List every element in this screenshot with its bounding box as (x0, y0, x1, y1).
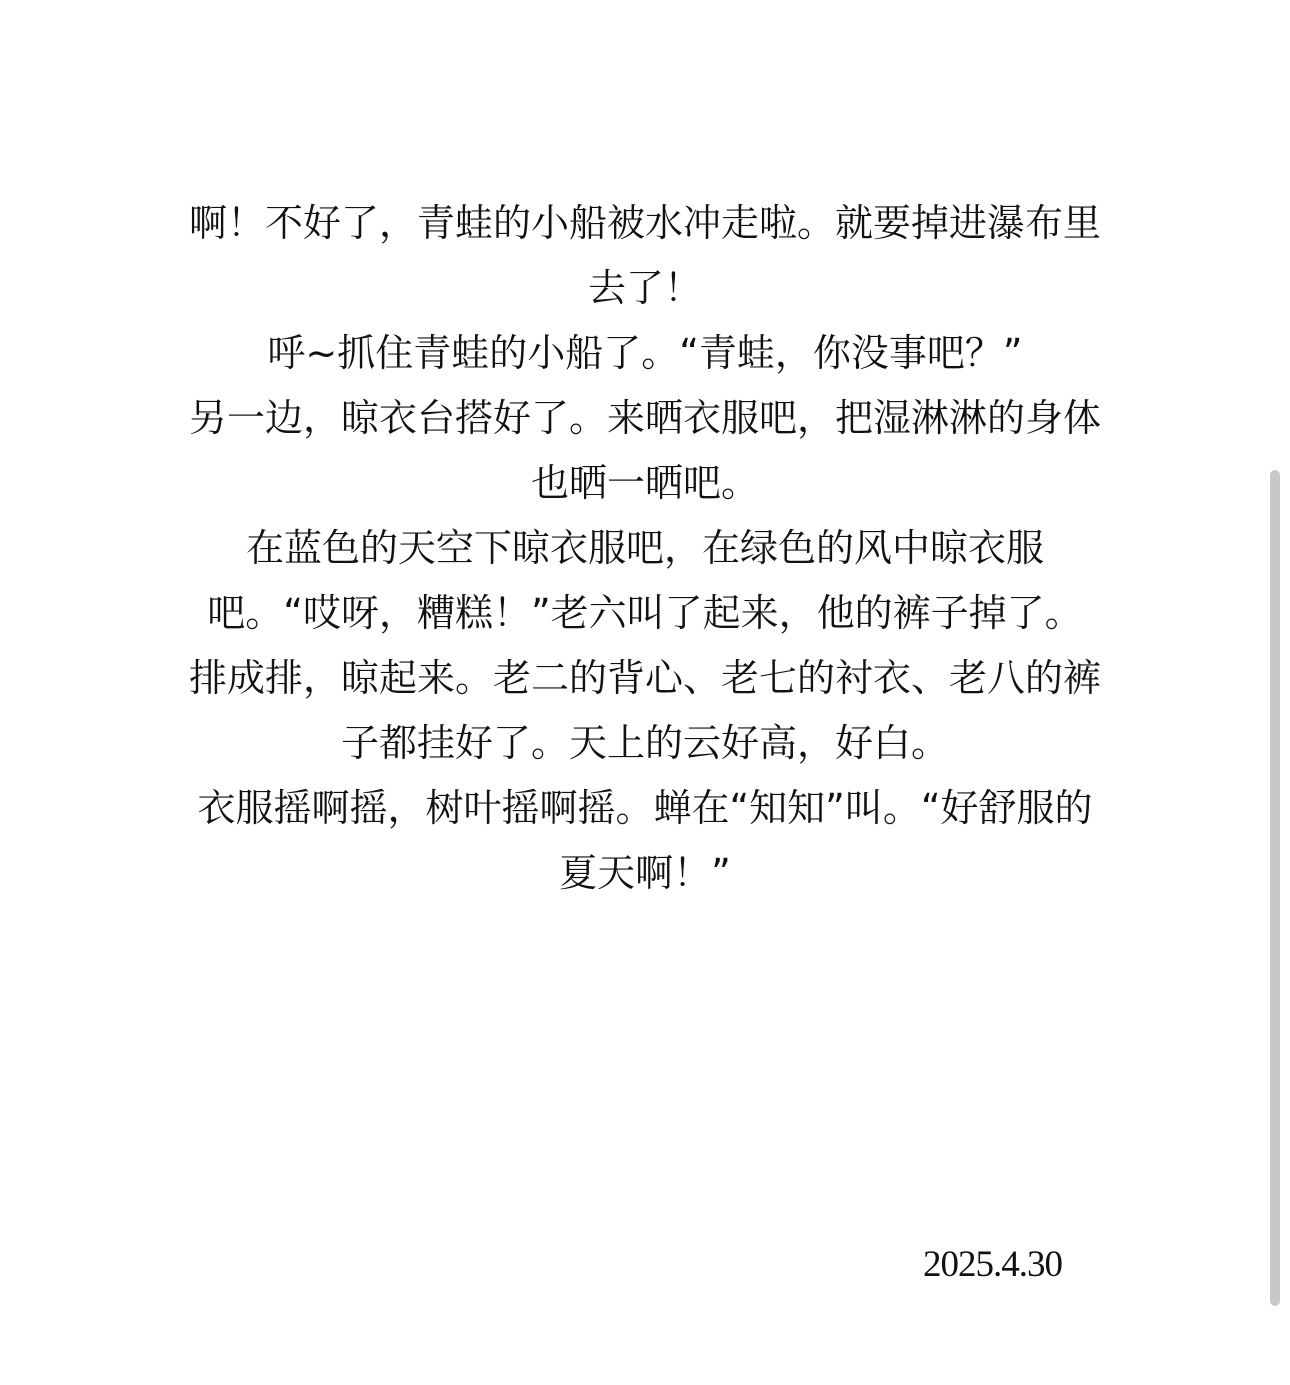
date-stamp: 2025.4.30 (923, 1244, 1062, 1285)
paragraph: 啊！不好了，青蛙的小船被水冲走啦。就要掉进瀑布里去了！ (188, 201, 1101, 310)
paragraph: 衣服摇啊摇，树叶摇啊摇。蝉在“知知”叫。“好舒服的夏天啊！” (197, 786, 1093, 895)
paragraph: 在蓝色的天空下晾衣服吧，在绿色的风中晾衣服吧。“哎呀，糟糕！”老六叫了起来，他的裤子掉了。 (207, 526, 1083, 635)
paragraph: 另一边，晾衣台搭好了。来晒衣服吧，把湿淋淋的身体也晒一晒吧。 (188, 396, 1101, 505)
paragraph: 排成排，晾起来。老二的背心、老七的衬衣、老八的裤子都挂好了。天上的云好高，好白。 (188, 656, 1101, 765)
story-text (185, 191, 1105, 906)
vertical-scrollbar[interactable] (1270, 470, 1280, 1306)
paragraph: 呼~抓住青蛙的小船了。“青蛙，你没事吧？” (267, 331, 1023, 375)
